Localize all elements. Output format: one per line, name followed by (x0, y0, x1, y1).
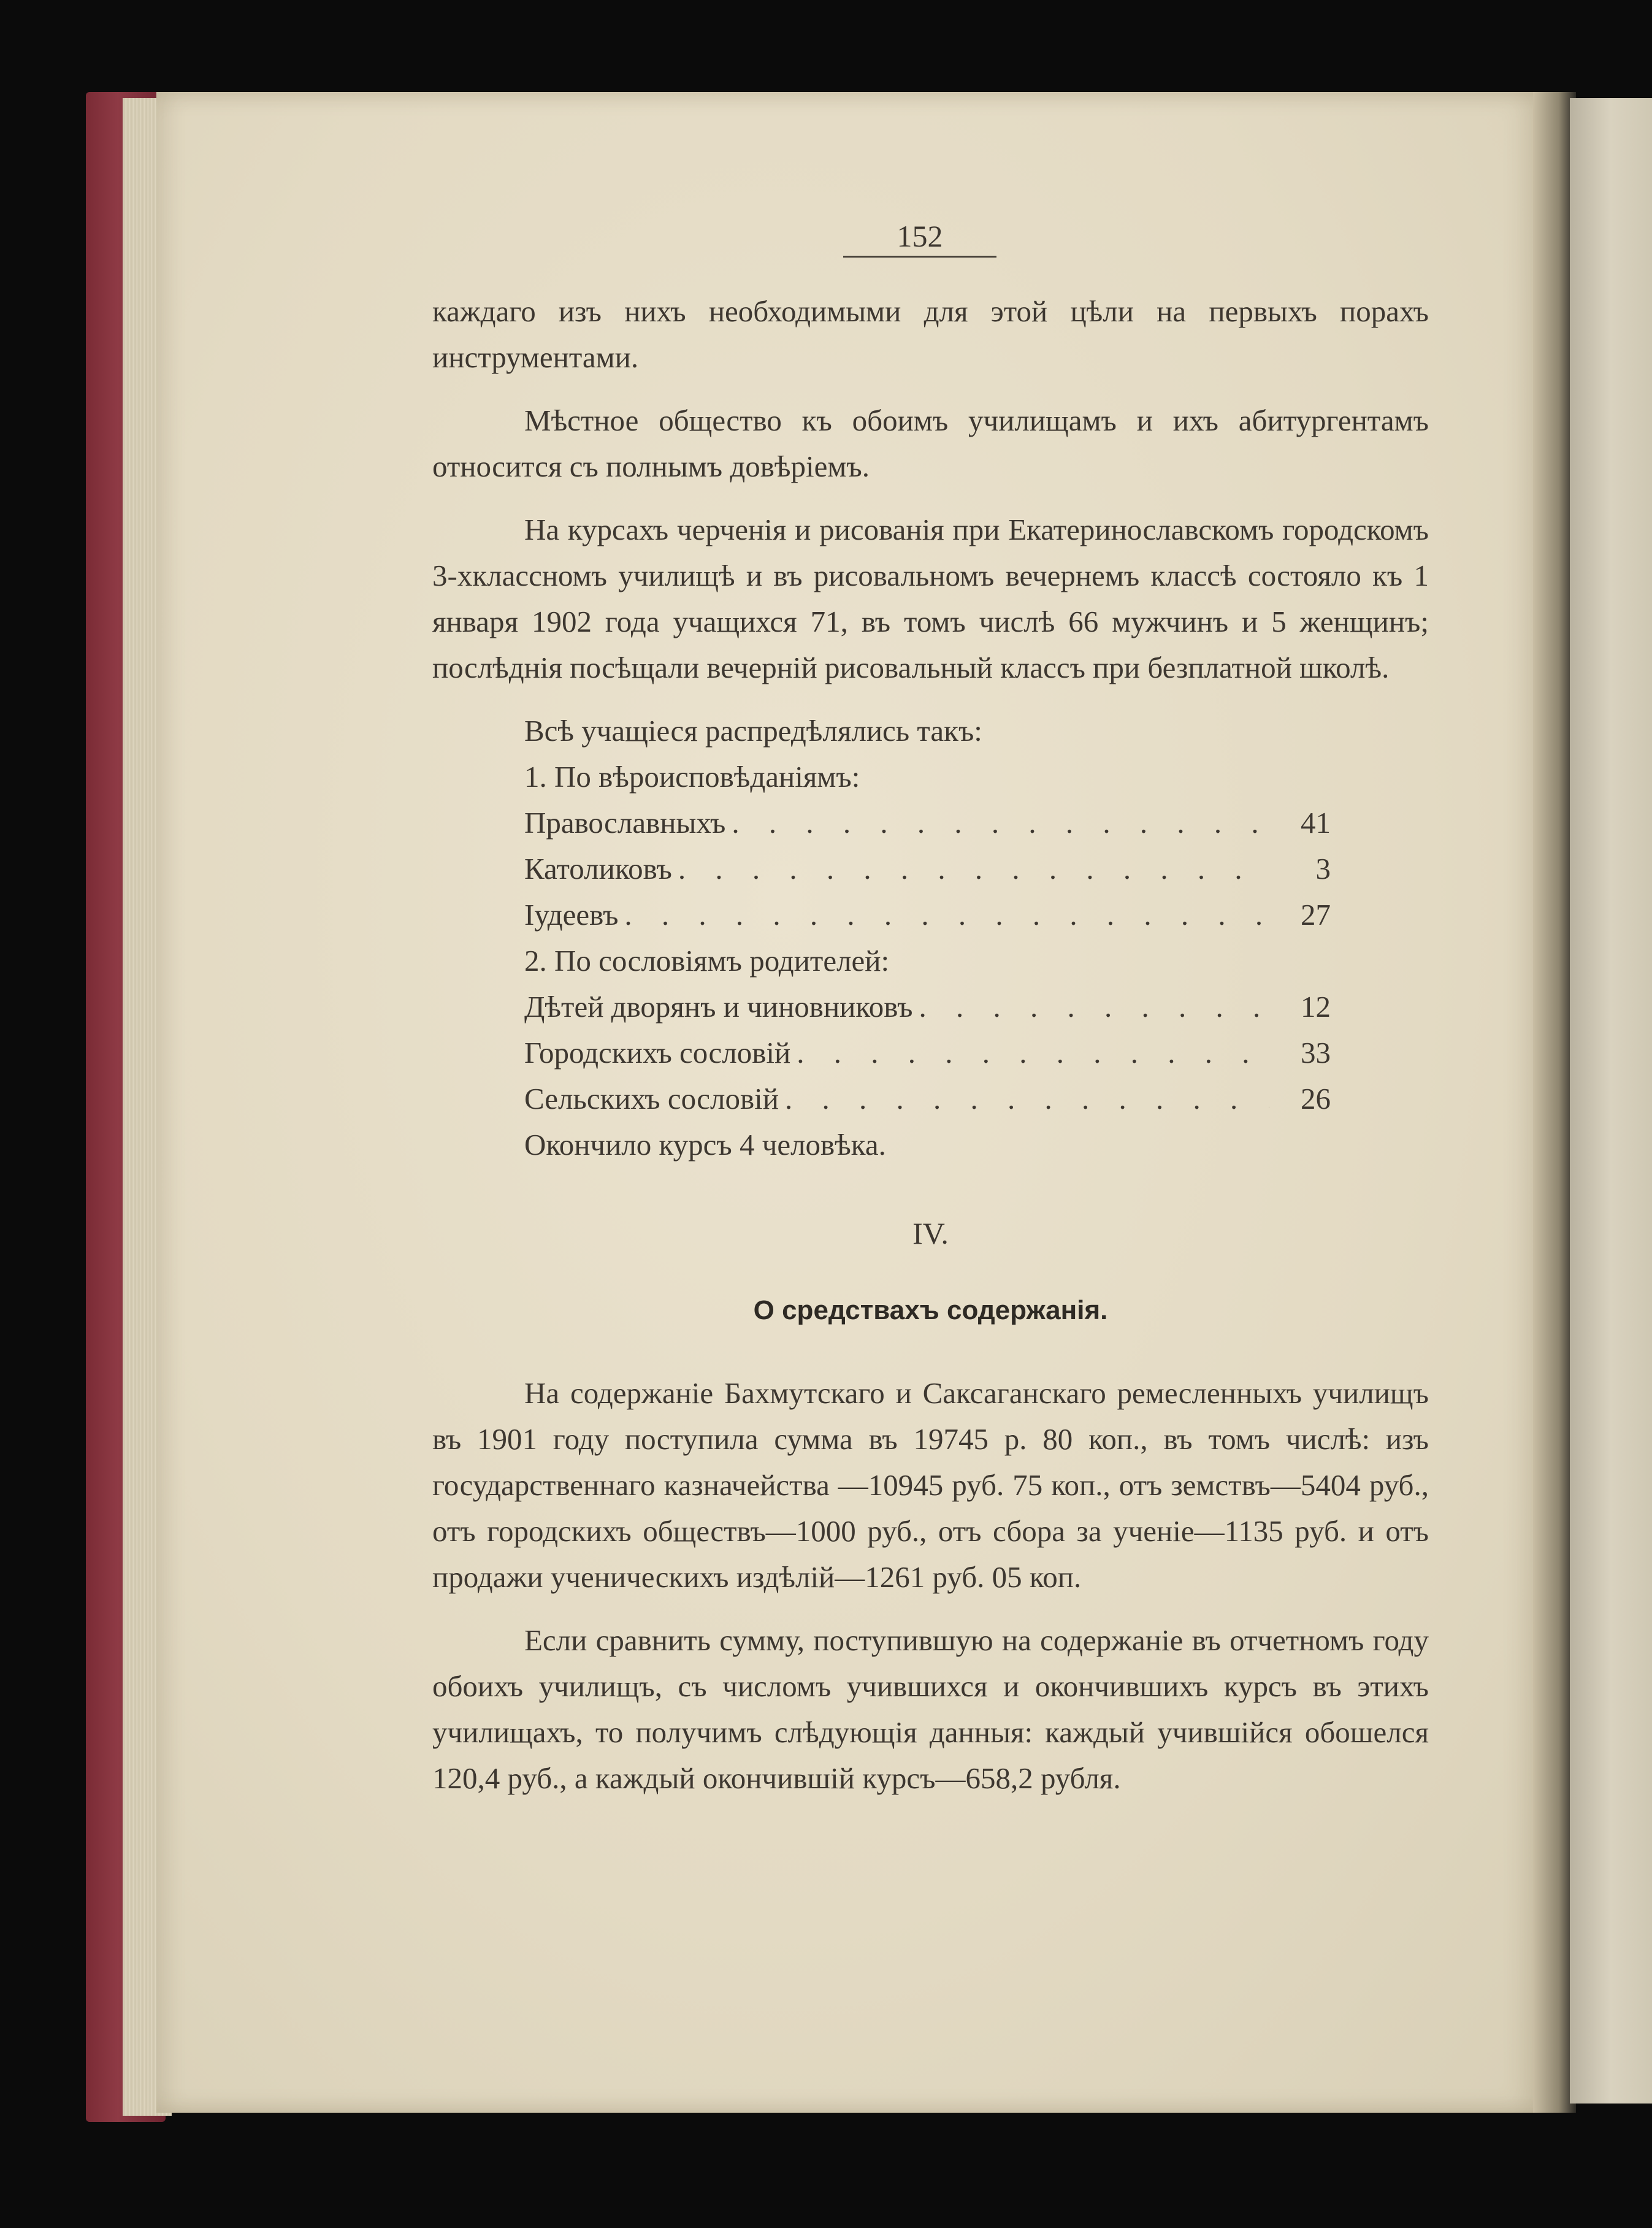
leader-dots (779, 1076, 1269, 1122)
list-item (524, 1030, 1429, 1076)
religion-value: 3 (1315, 852, 1331, 886)
estate-value: 26 (1301, 1082, 1331, 1116)
religion-value: 41 (1301, 806, 1331, 840)
list-item (524, 800, 1429, 846)
leader-dots (672, 846, 1269, 892)
estate-heading: 2. По сословіямъ родителей: (524, 944, 890, 978)
religion-label: Католиковъ (524, 852, 672, 886)
estate-label: Дѣтей дворянъ и чиновниковъ (524, 990, 913, 1024)
paragraph-5: На содержаніе Бахмутскаго и Саксаганскаго ремесленныхъ училищъ въ 1901 году поступила сумма въ 19745 р. 80 коп., въ томъ числѣ: изъ государственнаго казначейства —10945 руб. 75 коп., отъ земствъ—5404 руб., отъ городскихъ обществъ—1000 руб., отъ сбора за ученіе—1135 руб. и отъ продажи ученическихъ издѣлій—1261 руб. 05 коп. (432, 1376, 1429, 1594)
religion-heading: 1. По вѣроисповѣданіямъ: (524, 760, 860, 794)
estate-value: 33 (1301, 1036, 1331, 1070)
page-text (432, 288, 1429, 1801)
paragraph-3: На курсахъ черченія и рисованія при Екатеринославскомъ городскомъ 3-хклассномъ училищѣ и въ рисовальномъ вечернемъ классѣ состояло къ 1 января 1902 года учащихся 71, въ томъ числѣ 66 мужчинъ и 5 женщинъ; послѣднія посѣщали вечерній рисовальный классъ при безплатной школѣ. (432, 513, 1429, 684)
religion-label: Іудеевъ (524, 898, 619, 932)
list-item (524, 1076, 1429, 1122)
leader-dots (912, 984, 1269, 1030)
religion-value: 27 (1301, 898, 1331, 932)
page-number: 152 (843, 218, 996, 258)
list-item (524, 892, 1429, 938)
paragraph-6: Если сравнить сумму, поступившую на содержаніе въ отчетномъ году обоихъ училищъ, съ числомъ учившихся и окончившихъ курсъ въ этихъ училищахъ, то получимъ слѣдующія данныя: каждый учившійся обошелся 120,4 руб., а каждый окончившій курсъ—658,2 рубля. (432, 1623, 1429, 1795)
estate-label: Сельскихъ сословій (524, 1082, 779, 1116)
list-item (524, 846, 1429, 892)
leader-dots (790, 1030, 1269, 1076)
list-item (524, 984, 1429, 1030)
paragraph-1: каждаго изъ нихъ необходимыми для этой цѣли на первыхъ порахъ инструментами. (432, 294, 1429, 374)
leader-dots (725, 800, 1269, 846)
leader-dots (618, 892, 1269, 938)
estate-label: Городскихъ сословій (524, 1036, 791, 1070)
section-title: О средствахъ содержанія. (753, 1295, 1108, 1325)
finished-course-note: Окончило курсъ 4 человѣка. (524, 1128, 886, 1162)
religion-label: Православныхъ (524, 806, 726, 840)
paragraph-2: Мѣстное общество къ обоимъ училищамъ и ихъ абитургентамъ относится съ полнымъ довѣріемъ. (432, 404, 1429, 483)
next-page-edge (1570, 98, 1652, 2104)
estate-value: 12 (1301, 990, 1331, 1024)
section-numeral: IV. (912, 1216, 949, 1250)
paragraph-4: Всѣ учащіеся распредѣлялись такъ: (524, 714, 982, 748)
